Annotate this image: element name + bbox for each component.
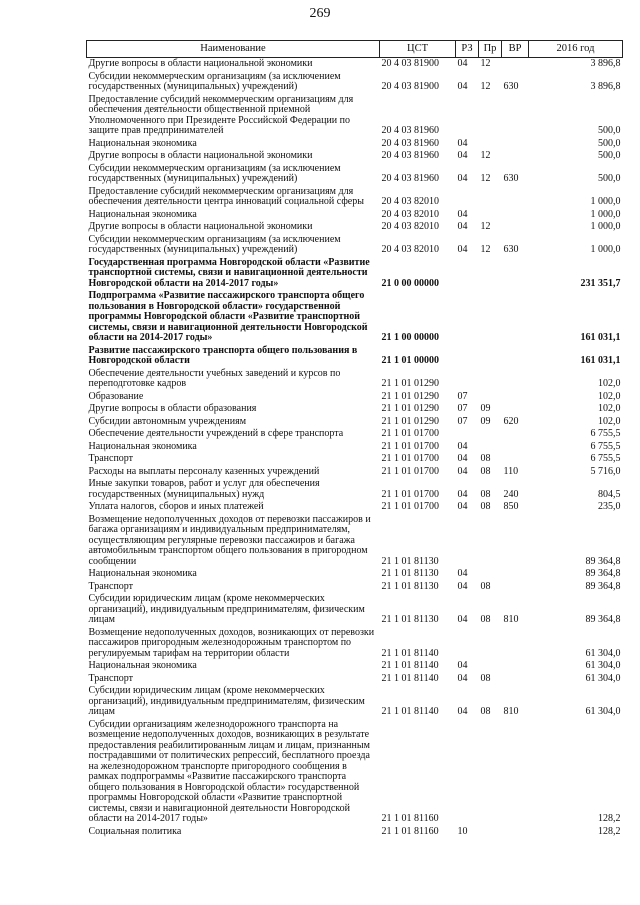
row-sum: 6 755,5 — [590, 428, 621, 439]
row-rz: 04 — [457, 706, 468, 717]
row-sum: 1 000,0 — [590, 244, 621, 255]
row-sum: 102,0 — [598, 378, 621, 389]
table-row — [87, 71, 623, 94]
row-pr — [479, 391, 502, 404]
table-row — [87, 257, 623, 291]
row-name: Национальная экономика — [88, 137, 197, 149]
row-name: Национальная экономика — [88, 208, 197, 220]
row-rz: 07 — [457, 403, 468, 414]
row-rz: 04 — [457, 58, 468, 69]
row-pr — [479, 514, 502, 569]
table-row — [87, 428, 623, 441]
table-row — [87, 593, 623, 627]
row-name: Возмещение недополученных доходов от перевозки пассажиров и багажа организациям и индивидуальным предпринимателям, осуществляющим регулярные перевозки пассажиров и багажа автомобильным транспортом общего пользования в пригородном сообщении — [88, 513, 371, 567]
row-cst: 21 1 00 00000 — [381, 332, 439, 343]
row-name: Социальная политика — [88, 825, 182, 837]
row-sum: 6 755,5 — [590, 453, 621, 464]
row-vr: 630 — [503, 173, 519, 184]
row-rz: 04 — [457, 501, 468, 512]
row-name: Образование — [88, 390, 144, 402]
row-rz: 04 — [457, 614, 468, 625]
row-sum: 161 031,1 — [580, 332, 621, 343]
row-rz: 04 — [457, 173, 468, 184]
row-vr — [502, 150, 529, 163]
row-sum: 1 000,0 — [590, 208, 621, 220]
table-row — [87, 685, 623, 719]
row-pr: 12 — [480, 150, 491, 161]
row-cst: 21 1 01 81160 — [381, 825, 439, 837]
row-pr: 12 — [480, 244, 491, 255]
row-vr — [502, 58, 529, 71]
row-vr — [502, 403, 529, 416]
row-vr — [502, 719, 529, 826]
row-name: Другие вопросы в области образования — [88, 403, 257, 414]
table-row — [87, 94, 623, 138]
header-rz: РЗ — [456, 41, 479, 58]
row-name: Предоставление субсидий некоммерческим организациям для обеспечения деятельности центра инноваций социальной сферы — [88, 185, 364, 207]
table-row — [87, 234, 623, 257]
row-vr — [502, 673, 529, 686]
row-name: Обеспечение деятельности учебных заведений и курсов по переподготовке кадров — [88, 367, 341, 389]
row-rz: 04 — [457, 488, 468, 500]
row-name: Субсидии автономным учреждениям — [88, 415, 247, 427]
row-rz: 04 — [457, 453, 468, 464]
table-row — [87, 501, 623, 514]
row-rz: 04 — [457, 580, 468, 592]
row-rz — [456, 186, 479, 209]
row-pr: 08 — [480, 453, 491, 464]
row-pr: 08 — [480, 501, 491, 512]
row-cst: 21 1 01 81160 — [381, 813, 439, 824]
row-rz: 04 — [457, 150, 468, 161]
row-pr — [479, 138, 502, 151]
row-cst: 20 4 03 81960 — [381, 137, 439, 149]
row-rz: 10 — [457, 825, 468, 837]
row-name: Иные закупки товаров, работ и услуг для обеспечения государственных (муниципальных) нужд — [88, 478, 320, 500]
row-sum: 3 896,8 — [590, 58, 621, 69]
row-name: Транспорт — [88, 453, 134, 464]
table-row — [87, 514, 623, 569]
row-rz: 04 — [457, 660, 468, 671]
row-vr: 810 — [503, 614, 519, 625]
row-sum: 89 364,8 — [585, 555, 621, 567]
row-name: Расходы на выплаты персоналу казенных учреждений — [88, 465, 320, 477]
row-sum: 3 896,8 — [590, 81, 621, 92]
row-cst: 21 1 01 01700 — [381, 488, 439, 500]
row-vr — [502, 826, 529, 839]
row-pr — [479, 257, 502, 291]
row-sum: 61 304,0 — [585, 660, 621, 671]
row-sum: 89 364,8 — [585, 614, 621, 625]
row-cst: 20 4 03 82010 — [381, 208, 439, 220]
row-sum: 5 716,0 — [590, 465, 621, 477]
row-vr — [502, 627, 529, 661]
row-pr: 08 — [480, 580, 491, 592]
table-row — [87, 150, 623, 163]
table-row — [87, 441, 623, 454]
table-row — [87, 138, 623, 151]
row-sum: 89 364,8 — [585, 568, 621, 579]
row-name: Субсидии некоммерческим организациям (за исключением государственных (муниципальных) учреждений) — [88, 233, 341, 255]
row-pr — [479, 627, 502, 661]
row-sum: 804,5 — [598, 488, 621, 500]
row-name: Национальная экономика — [88, 568, 197, 579]
table-row — [87, 163, 623, 186]
row-vr — [502, 368, 529, 391]
header-cst: ЦСТ — [380, 41, 456, 58]
row-sum: 231 351,7 — [580, 277, 621, 289]
table-row — [87, 391, 623, 404]
row-name: Уплата налогов, сборов и иных платежей — [88, 501, 264, 512]
row-rz: 04 — [457, 465, 468, 477]
row-pr: 08 — [480, 672, 491, 684]
row-vr — [502, 345, 529, 368]
row-sum: 89 364,8 — [585, 580, 621, 592]
row-rz: 04 — [457, 208, 468, 220]
row-name: Субсидии некоммерческим организациям (за исключением государственных (муниципальных) учреждений) — [88, 162, 341, 184]
row-pr — [479, 441, 502, 454]
row-name: Подпрограмма «Развитие пассажирского транспорта общего пользования в Новгородской области» государственной программы Новгородской области «Развитие транспортной системы, связи и навигационной деятельности Новгородской области на 2014-2017 годы» — [88, 290, 368, 343]
row-name: Национальная экономика — [88, 440, 197, 452]
row-cst: 21 1 01 81130 — [381, 580, 439, 592]
row-vr — [502, 441, 529, 454]
row-sum: 500,0 — [598, 173, 621, 184]
row-rz: 04 — [457, 221, 468, 232]
row-sum: 1 000,0 — [590, 196, 621, 207]
row-pr — [479, 826, 502, 839]
row-pr: 12 — [480, 173, 491, 184]
row-cst: 21 1 01 81140 — [381, 672, 439, 684]
row-rz: 07 — [457, 390, 468, 402]
table-row — [87, 466, 623, 479]
row-rz: 04 — [457, 440, 468, 452]
row-cst: 21 1 01 01290 — [381, 378, 439, 389]
row-sum: 500,0 — [598, 137, 621, 149]
row-cst: 21 0 00 00000 — [381, 277, 439, 289]
row-name: Обеспечение деятельности учреждений в сфере транспорта — [88, 428, 344, 439]
row-sum: 235,0 — [598, 501, 621, 512]
row-cst: 21 1 01 81140 — [381, 647, 439, 659]
row-pr — [479, 186, 502, 209]
row-vr — [502, 138, 529, 151]
table-row — [87, 826, 623, 839]
row-vr — [502, 186, 529, 209]
row-cst: 21 1 01 81130 — [381, 614, 439, 625]
row-rz: 04 — [457, 568, 468, 579]
row-name: Возмещение недополученных доходов, возникающих от перевозки пассажиров пригородным железнодорожным транспортом по регулируемым тарифам на территории области — [88, 626, 375, 659]
table-row — [87, 673, 623, 686]
row-cst: 21 1 01 01700 — [381, 440, 439, 452]
row-sum: 61 304,0 — [585, 647, 621, 659]
table-row — [87, 221, 623, 234]
row-pr — [479, 660, 502, 673]
row-rz — [456, 627, 479, 661]
row-name: Субсидии некоммерческим организациям (за исключением государственных (муниципальных) учреждений) — [88, 70, 341, 92]
row-pr — [479, 345, 502, 368]
row-vr: 110 — [503, 465, 519, 477]
row-pr: 08 — [480, 706, 491, 717]
row-pr: 12 — [480, 221, 491, 232]
table-row — [87, 581, 623, 594]
row-vr: 620 — [503, 415, 519, 427]
row-name: Субсидии организациям железнодорожного транспорта на возмещение недополученных доходов, возникающих в результате предоставления реабилитированным лицам и лицам, признанным пострадавшими от политических репрессий, бесплатного проезда на железнодорожном транспорте пригородного сообщения в рамках подпрограммы «Развитие пассажирского транспорта общего пользования в Новгородской области» государственной программы Новгородской области «Развитие транспортной системы, связи и навигационной деятельности Новгородской области на 2014-2017 годы» — [88, 718, 370, 824]
row-pr — [479, 568, 502, 581]
table-row — [87, 568, 623, 581]
row-cst: 21 1 01 81130 — [381, 555, 439, 567]
table-row — [87, 660, 623, 673]
row-rz: 04 — [457, 244, 468, 255]
row-sum: 128,2 — [598, 813, 621, 824]
row-pr: 08 — [480, 488, 491, 500]
row-cst: 21 1 01 01290 — [381, 390, 439, 402]
header-name: Наименование — [87, 41, 380, 58]
row-cst: 20 4 03 82010 — [381, 221, 439, 232]
row-cst: 20 4 03 82010 — [381, 244, 439, 255]
row-vr — [502, 209, 529, 222]
table-row — [87, 627, 623, 661]
row-name: Предоставление субсидий некоммерческим организациям для обеспечения деятельности общественной приемной Уполномоченного при Президенте Российской Федерации по защите прав предпринимателей — [88, 93, 354, 136]
row-rz — [456, 94, 479, 138]
row-vr: 630 — [503, 81, 519, 92]
row-vr — [502, 94, 529, 138]
row-name: Национальная экономика — [88, 660, 197, 671]
row-vr — [502, 660, 529, 673]
table-row — [87, 368, 623, 391]
table-row — [87, 58, 623, 71]
row-cst: 21 1 01 81140 — [381, 660, 439, 671]
row-name: Транспорт — [88, 580, 134, 592]
row-cst: 20 4 03 82010 — [381, 196, 439, 207]
row-rz — [456, 345, 479, 368]
row-name: Другие вопросы в области национальной экономики — [88, 58, 313, 69]
row-name: Другие вопросы в области национальной экономики — [88, 150, 313, 161]
row-rz — [456, 514, 479, 569]
row-vr — [502, 514, 529, 569]
row-sum: 102,0 — [598, 403, 621, 414]
table-row — [87, 719, 623, 826]
row-vr — [502, 581, 529, 594]
row-rz — [456, 290, 479, 345]
table-body — [87, 58, 623, 839]
header-year: 2016 год — [529, 41, 623, 58]
table-row — [87, 290, 623, 345]
row-sum: 500,0 — [598, 150, 621, 161]
table-row — [87, 345, 623, 368]
row-vr — [502, 290, 529, 345]
page-number: 269 — [309, 6, 331, 21]
row-pr — [479, 290, 502, 345]
row-pr: 12 — [480, 58, 491, 69]
row-rz: 04 — [457, 137, 468, 149]
row-pr: 09 — [480, 403, 491, 414]
row-sum: 102,0 — [598, 390, 621, 402]
row-pr: 12 — [480, 81, 491, 92]
row-rz — [456, 719, 479, 826]
table-row — [87, 186, 623, 209]
table-row — [87, 403, 623, 416]
row-cst: 21 1 01 01700 — [381, 501, 439, 512]
row-rz: 04 — [457, 672, 468, 684]
row-cst: 21 1 01 01290 — [381, 403, 439, 414]
row-sum: 6 755,5 — [590, 440, 621, 452]
row-vr — [502, 221, 529, 234]
row-name: Другие вопросы в области национальной экономики — [88, 221, 313, 232]
row-sum: 1 000,0 — [590, 221, 621, 232]
row-vr — [502, 428, 529, 441]
row-sum: 61 304,0 — [585, 672, 621, 684]
row-sum: 500,0 — [598, 125, 621, 136]
row-pr — [479, 94, 502, 138]
row-cst: 21 1 01 01290 — [381, 415, 439, 427]
row-pr — [479, 209, 502, 222]
table-row — [87, 209, 623, 222]
row-vr — [502, 391, 529, 404]
row-cst: 21 1 01 01700 — [381, 428, 439, 439]
row-cst: 20 4 03 81960 — [381, 173, 439, 184]
row-cst: 21 1 01 81140 — [381, 706, 439, 717]
row-vr — [502, 453, 529, 466]
table-row — [87, 478, 623, 501]
row-cst: 21 1 01 81130 — [381, 568, 439, 579]
row-vr — [502, 257, 529, 291]
row-pr — [479, 719, 502, 826]
row-sum: 128,2 — [598, 825, 621, 837]
row-pr: 08 — [480, 614, 491, 625]
row-rz — [456, 368, 479, 391]
table-row — [87, 453, 623, 466]
row-sum: 161 031,1 — [580, 355, 621, 366]
row-pr — [479, 368, 502, 391]
row-sum: 61 304,0 — [585, 706, 621, 717]
row-pr: 08 — [480, 465, 491, 477]
row-vr: 630 — [503, 244, 519, 255]
row-pr: 09 — [480, 415, 491, 427]
row-cst: 20 4 03 81900 — [381, 58, 439, 69]
row-rz — [456, 428, 479, 441]
table-row — [87, 416, 623, 429]
row-name: Транспорт — [88, 672, 134, 684]
header-pr: Пр — [479, 41, 502, 58]
row-vr: 850 — [503, 501, 519, 512]
row-name: Субсидии юридическим лицам (кроме некоммерческих организаций), индивидуальным предпринимателям, физическим лицам — [88, 685, 365, 717]
row-name: Государственная программа Новгородской области «Развитие транспортной системы, связи и навигационной деятельности Новгородской области на 2014-2017 годы» — [88, 256, 370, 289]
row-cst: 21 1 01 01700 — [381, 465, 439, 477]
row-rz — [456, 257, 479, 291]
budget-table — [86, 40, 623, 838]
row-cst: 21 1 01 01700 — [381, 453, 439, 464]
row-name: Развитие пассажирского транспорта общего пользования в Новгородской области — [88, 344, 358, 366]
row-cst: 20 4 03 81960 — [381, 150, 439, 161]
row-rz: 07 — [457, 415, 468, 427]
row-pr — [479, 428, 502, 441]
row-name: Субсидии юридическим лицам (кроме некоммерческих организаций), индивидуальным предпринимателям, физическим лицам — [88, 593, 365, 625]
row-sum: 102,0 — [598, 415, 621, 427]
row-cst: 21 1 01 00000 — [381, 355, 439, 366]
row-vr: 810 — [503, 706, 519, 717]
row-cst: 20 4 03 81900 — [381, 81, 439, 92]
row-rz: 04 — [457, 81, 468, 92]
row-vr: 240 — [503, 488, 519, 500]
row-vr — [502, 568, 529, 581]
header-vr: ВР — [502, 41, 529, 58]
row-cst: 20 4 03 81960 — [381, 125, 439, 136]
table-header-row — [87, 41, 623, 58]
